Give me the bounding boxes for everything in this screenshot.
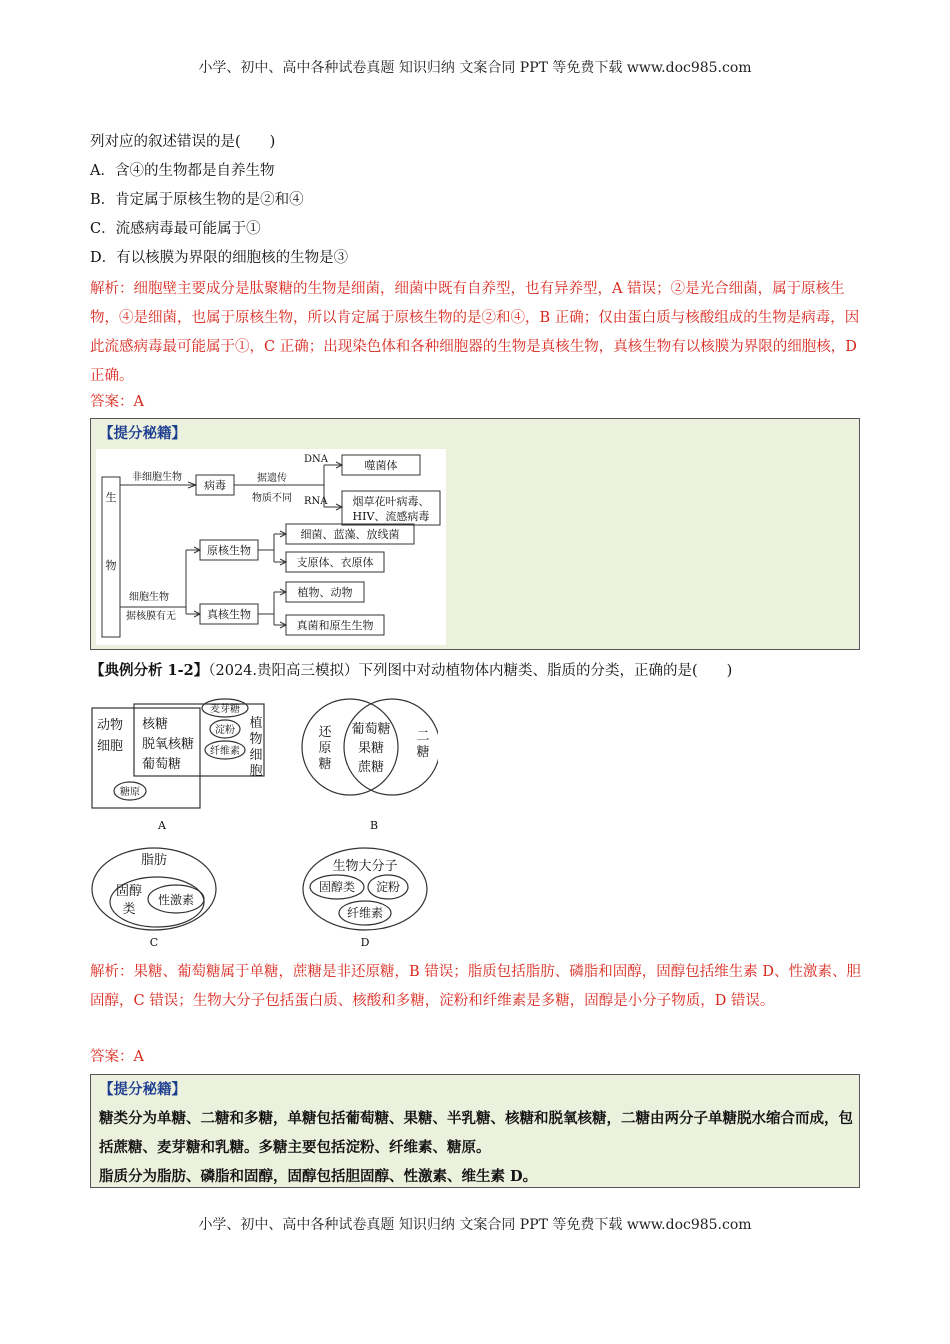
starch-d-label: 淀粉 xyxy=(375,880,401,894)
branch-noncell-label: 非细胞生物 xyxy=(132,472,182,483)
plant-cell-1: 植 xyxy=(249,716,263,731)
plant-cell-4: 胞 xyxy=(249,764,263,779)
rna-viruses-1: 烟草花叶病毒、 xyxy=(352,495,430,508)
figure-d-label: D xyxy=(360,936,370,949)
plant-cell-3: 细 xyxy=(249,748,263,763)
criterion-virus-2: 物质不同 xyxy=(252,493,292,504)
virus-label: 病毒 xyxy=(204,479,226,492)
cellulose-label: 纤维素 xyxy=(210,746,240,757)
figure-c-label: C xyxy=(149,936,159,949)
analysis-2: 解析：果糖、葡萄糖属于单糖，蔗糖是非还原糖，B 错误；脂质包括脂肪、磷脂和固醇，固醇包括维生素 D、性激素、胆固醇，C 错误；生物大分子包括蛋白质、核酸和多糖，淀粉和纤维素是多糖，固醇是小分子物质，D 错误。 xyxy=(90,964,861,1009)
animal-cell-2: 细胞 xyxy=(96,739,124,754)
example-tag: 【典例分析 1-2】 xyxy=(90,662,209,679)
prokaryote-label: 原核生物 xyxy=(207,544,251,557)
reducing-1: 还 xyxy=(318,725,332,740)
tip-title-1: 【提分秘籍】 xyxy=(99,425,186,442)
steroid-label-2: 类 xyxy=(122,902,136,917)
prokaryote-example-2: 支原体、衣原体 xyxy=(296,556,374,569)
branch-cell-label: 细胞生物 xyxy=(129,592,169,603)
root-label-bottom: 物 xyxy=(105,559,117,572)
analysis-1: 解析：细胞壁主要成分是肽聚糖的生物是细菌，细菌中既有自养型，也有异养型，A 错误；②是光合细菌，属于原核生物，④是细菌，也属于原核生物，所以肯定属于原核生物的是②和④，B 正确；仅由蛋白质与核酸组成的生物是病毒，因此流感病毒最可能属于①，C 正确；出现染色体和各种细胞器的生物是真核生物，真核生物有以核膜为界限的细胞核，D 正确。 xyxy=(90,281,860,384)
tip-paragraph-lipids: 脂质分为脂肪、磷脂和固醇，固醇包括胆固醇、性激素、维生素 D。 xyxy=(99,1168,538,1185)
shared-deoxyribose: 脱氧核糖 xyxy=(142,737,195,752)
option-b: B．肯定属于原核生物的是②和④ xyxy=(90,192,304,208)
rna-label: RNA xyxy=(304,496,328,507)
dna-label: DNA xyxy=(304,454,328,465)
question-stem: 列对应的叙述错误的是( ) xyxy=(90,134,276,150)
center-glucose: 葡萄糖 xyxy=(351,722,391,737)
tip-paragraph-sugars: 糖类分为单糖、二糖和多糖，单糖包括葡萄糖、果糖、半乳糖、核糖和脱氧核糖，二糖由两分子单糖脱水缩合而成，包括蔗糖、麦芽糖和乳糖。多糖主要包括淀粉、纤维素、糖原。 xyxy=(99,1110,853,1156)
option-d: D．有以核膜为界限的细胞核的生物是③ xyxy=(90,250,349,266)
option-c: C．流感病毒最可能属于① xyxy=(90,221,261,237)
organism-classification-diagram xyxy=(96,449,446,645)
eukaryote-example-1: 植物、动物 xyxy=(297,586,353,599)
tip-box-2 xyxy=(90,1074,860,1188)
option-a: A．含④的生物都是自养生物 xyxy=(90,163,275,179)
criterion-cell-label: 据核膜有无 xyxy=(126,611,176,622)
steroid-d-label: 固醇类 xyxy=(318,880,356,894)
reducing-3: 糖 xyxy=(318,757,332,772)
disaccharide-1: 二 xyxy=(416,729,430,744)
starch-label: 淀粉 xyxy=(215,725,235,736)
shared-glucose: 葡萄糖 xyxy=(142,757,182,772)
tip-box-1 xyxy=(90,418,860,650)
plant-cell-2: 物 xyxy=(249,732,263,747)
eukaryote-label: 真核生物 xyxy=(207,608,251,621)
disaccharide-2: 糖 xyxy=(416,745,430,760)
prokaryote-example-1: 细菌、蓝藻、放线菌 xyxy=(300,528,400,541)
figure-b-label: B xyxy=(369,819,379,832)
example-heading xyxy=(90,661,732,681)
page-header: 小学、初中、高中各种试卷真题 知识归纳 文案合同 PPT 等免费下载 www.doc985.com xyxy=(198,60,752,76)
eukaryote-example-2: 真菌和原生生物 xyxy=(296,619,374,632)
glycogen-label: 糖原 xyxy=(120,787,140,798)
center-fructose: 果糖 xyxy=(357,741,385,756)
root-label-top: 生 xyxy=(105,491,117,504)
page-footer: 小学、初中、高中各种试卷真题 知识归纳 文案合同 PPT 等免费下载 www.doc985.com xyxy=(198,1217,752,1233)
tip-title-2: 【提分秘籍】 xyxy=(99,1081,186,1098)
answer-2: 答案：A xyxy=(90,1049,144,1065)
sex-hormone-label: 性激素 xyxy=(157,893,195,907)
center-sucrose: 蔗糖 xyxy=(357,760,385,775)
reducing-2: 原 xyxy=(318,741,332,756)
animal-cell-1: 动物 xyxy=(96,718,124,733)
rna-viruses-2: HIV、流感病毒 xyxy=(352,510,430,523)
criterion-virus-1: 据遗传 xyxy=(257,473,287,484)
phage-label: 噬菌体 xyxy=(364,459,398,472)
answer-1: 答案：A xyxy=(90,394,144,410)
figure-a-label: A xyxy=(158,819,166,832)
macromolecule-label: 生物大分子 xyxy=(332,859,398,874)
maltose-label: 麦芽糖 xyxy=(210,704,240,715)
steroid-label-1: 固醇 xyxy=(115,884,143,899)
shared-ribose: 核糖 xyxy=(142,717,169,732)
sugar-lipid-figures xyxy=(88,690,438,960)
cellulose-d-label: 纤维素 xyxy=(346,906,384,920)
fat-label: 脂肪 xyxy=(140,853,168,868)
example-stem: （2024.贵阳高三模拟）下列图中对动植物体内糖类、脂质的分类，正确的是( ) xyxy=(208,663,733,679)
